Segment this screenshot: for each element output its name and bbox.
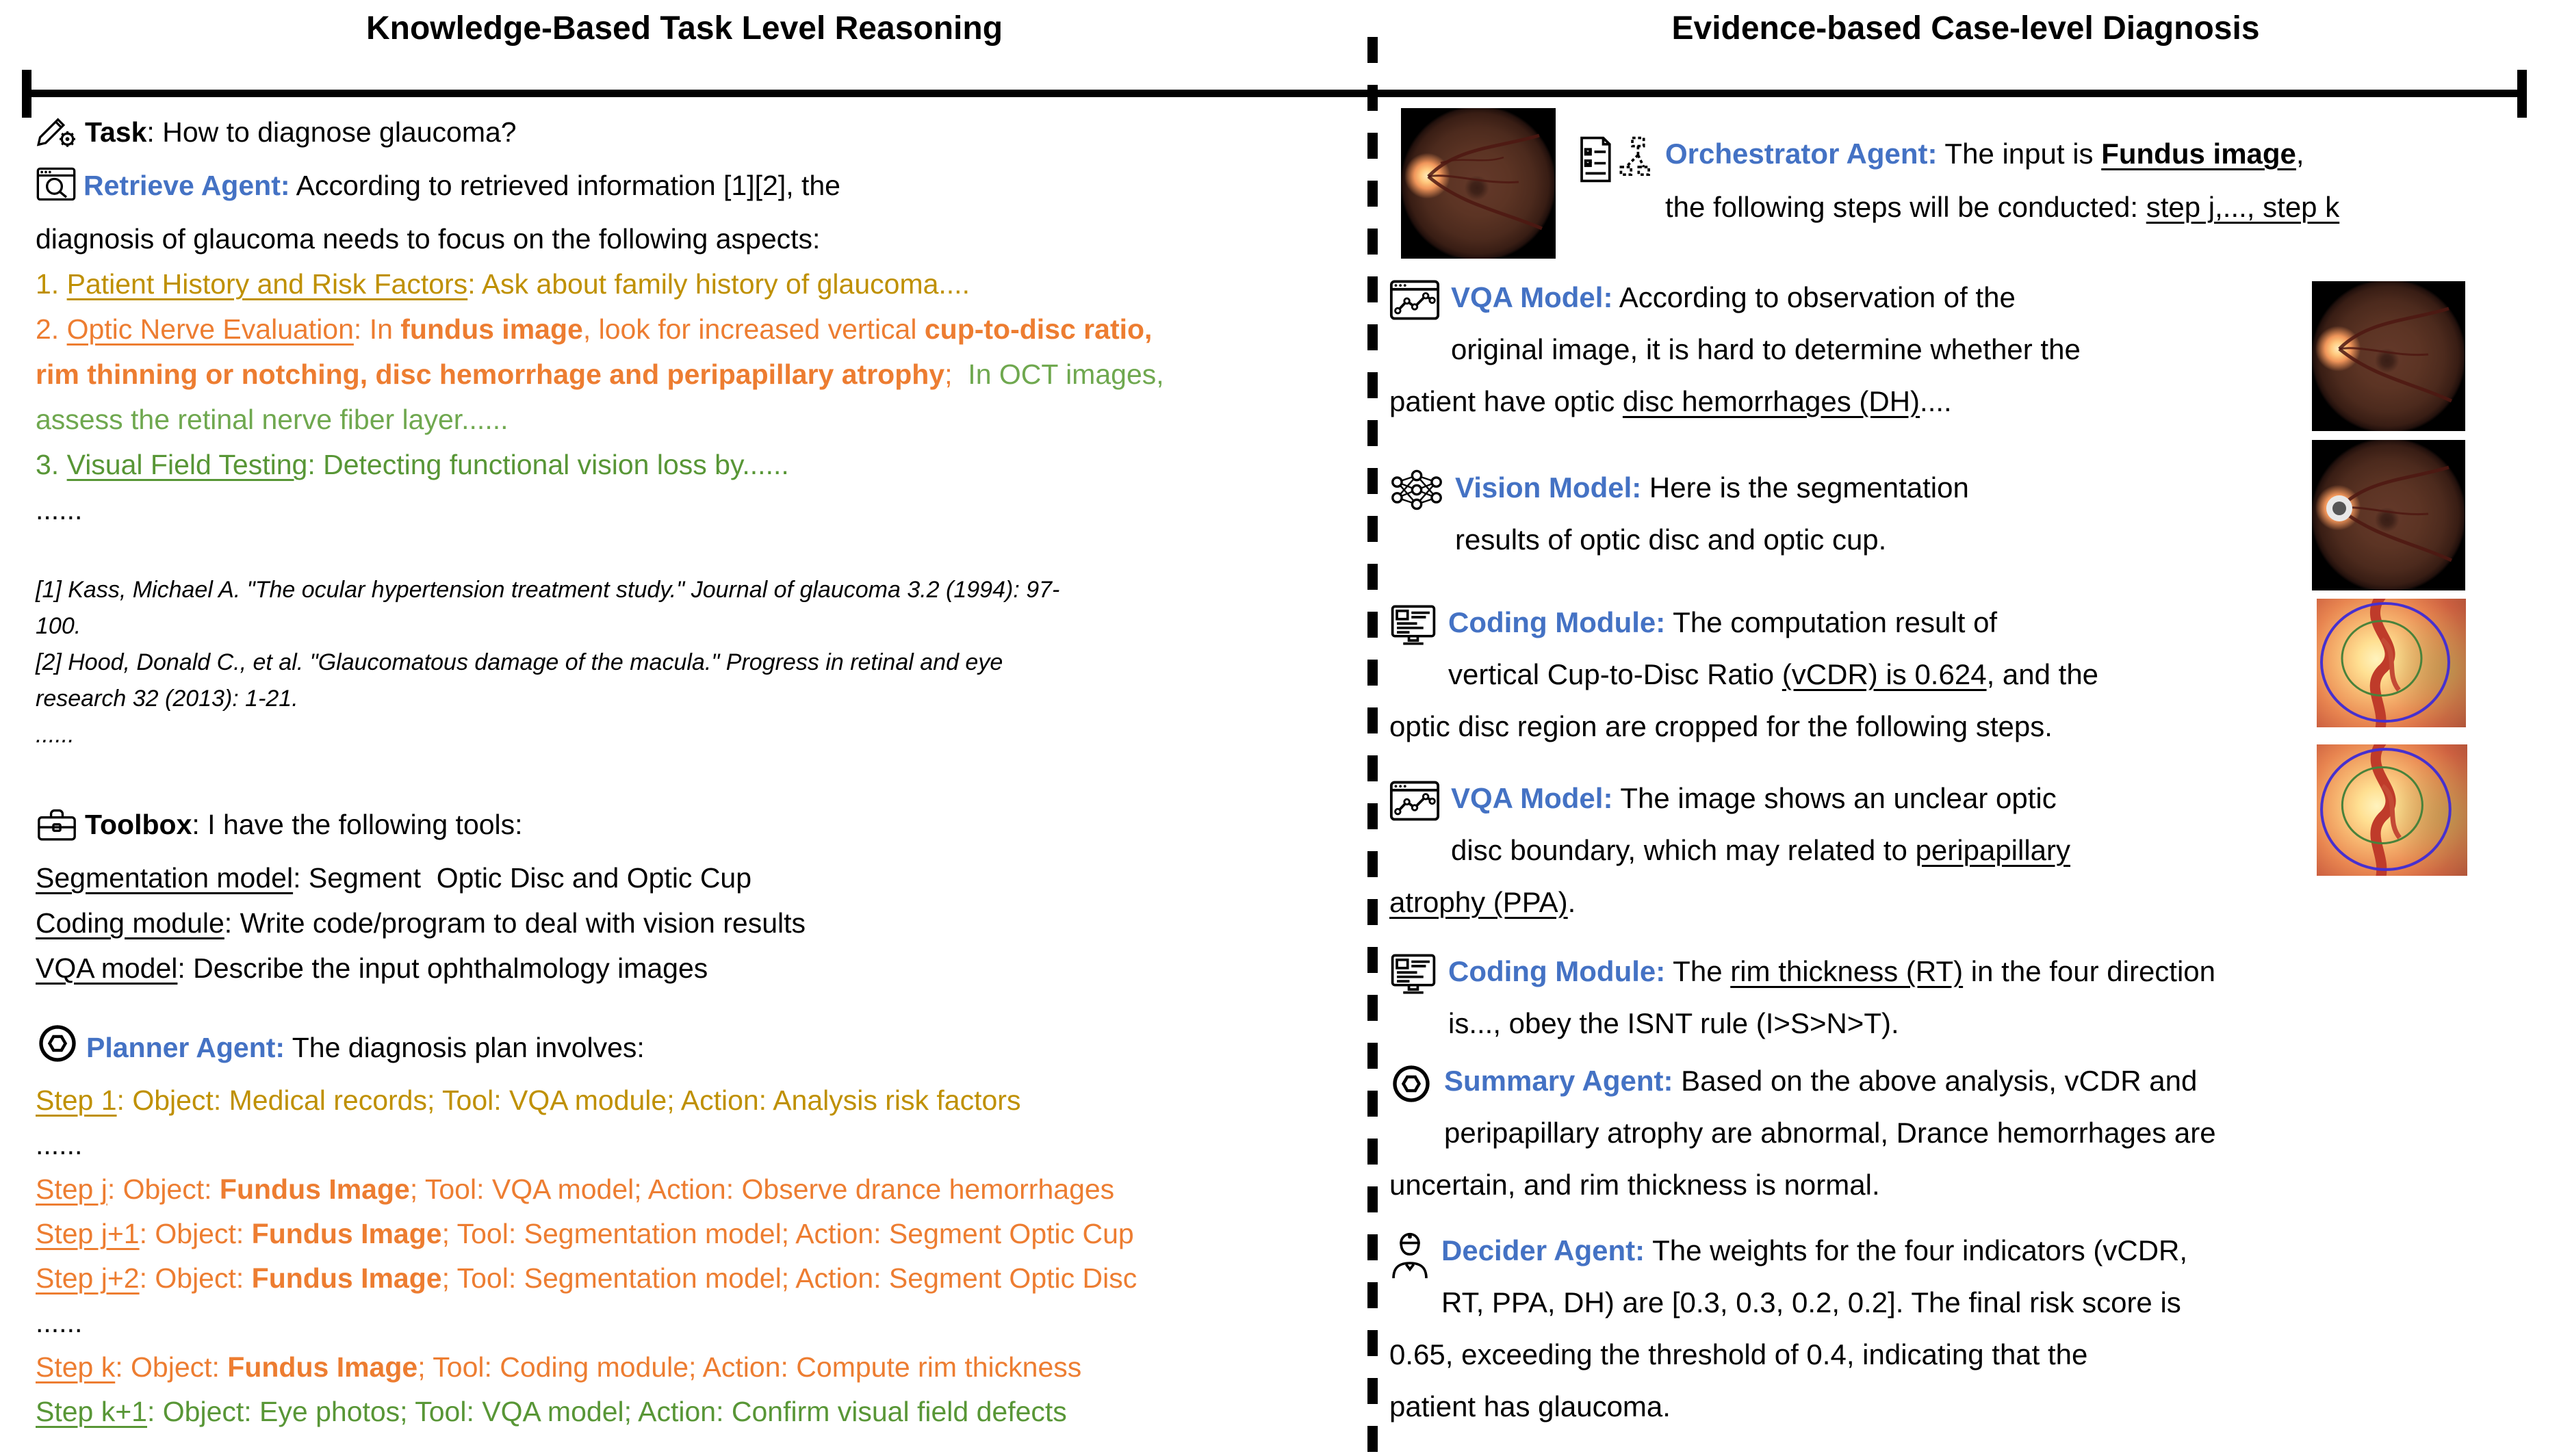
vision-model-row bbox=[1389, 462, 2310, 566]
text-segment: Task bbox=[85, 116, 147, 148]
text-segment: Coding Module: bbox=[1448, 955, 1666, 987]
text-line bbox=[1578, 181, 2549, 234]
text-segment: The bbox=[1665, 955, 1731, 987]
text-line bbox=[36, 1390, 1367, 1434]
vqa-model-row-2 bbox=[1389, 772, 2310, 928]
vqa1-text bbox=[1389, 272, 2310, 428]
text-segment: fundus image bbox=[400, 313, 583, 345]
text-line bbox=[1389, 701, 2310, 753]
text-segment: 0.65, exceeding the threshold of 0.4, indicating that the bbox=[1389, 1338, 2088, 1370]
optic-disc-crop-image-2 bbox=[2317, 744, 2467, 876]
text-segment: ; Tool: VQA model; Action: Observe drance hemorrhages bbox=[409, 1173, 1115, 1205]
text-segment: Decider Agent: bbox=[1441, 1234, 1645, 1266]
text-segment: : Object: bbox=[139, 1262, 252, 1294]
text-segment: results of optic disc and optic cup. bbox=[1455, 523, 1887, 556]
dashed-divider bbox=[1367, 37, 1378, 1456]
text-line bbox=[36, 352, 1367, 397]
orchestrator-icon bbox=[1578, 134, 1654, 202]
text-segment: : Object: Medical records; Tool: VQA module; Action: Analysis risk factors bbox=[116, 1084, 1021, 1116]
text-segment: , bbox=[2296, 138, 2304, 170]
text-segment: Retrieve Agent: bbox=[83, 170, 290, 201]
optic-disc-crop-image-1 bbox=[2317, 599, 2466, 727]
text-segment: diagnosis of glaucoma needs to focus on the following aspects: bbox=[36, 223, 821, 255]
text-line bbox=[36, 1212, 1367, 1256]
text-line bbox=[36, 681, 1367, 717]
text-line bbox=[36, 1123, 1367, 1167]
text-line bbox=[1389, 876, 2310, 928]
text-line bbox=[1389, 1329, 2553, 1381]
text-segment: VQA Model: bbox=[1451, 281, 1613, 313]
text-segment: 100. bbox=[36, 613, 81, 639]
text-segment: [2] Hood, Donald C., et al. "Glaucomatous damage of the macula." Progress in retinal and eye bbox=[36, 649, 1003, 675]
cup-disc-ellipses bbox=[2317, 744, 2467, 876]
summary-agent-row bbox=[1389, 1055, 2553, 1211]
text-segment: : Segment Optic Disc and Optic Cup bbox=[293, 862, 752, 894]
text-line bbox=[36, 397, 1367, 442]
vqa-model-row-1 bbox=[1389, 272, 2310, 428]
text-segment: rim thinning or notching, disc hemorrhage and peripapillary atrophy bbox=[36, 359, 945, 390]
text-segment: Vision Model: bbox=[1455, 471, 1642, 504]
text-line bbox=[1389, 649, 2310, 701]
coding1-text bbox=[1389, 597, 2310, 753]
task-icon bbox=[36, 112, 78, 163]
rule-left-cap bbox=[22, 70, 31, 118]
coding-module-row-1 bbox=[1389, 597, 2310, 753]
text-line bbox=[1578, 127, 2549, 181]
text-line bbox=[36, 487, 1367, 532]
text-segment: [1] Kass, Michael A. "The ocular hypertension treatment study." Journal of glaucoma 3.2 (1994): 97- bbox=[36, 577, 1060, 603]
text-line bbox=[1389, 376, 2310, 428]
optic-cup-mask bbox=[2332, 502, 2346, 515]
text-line bbox=[1389, 1159, 2553, 1211]
text-segment: original image, it is hard to determine whether the bbox=[1451, 333, 2081, 365]
text-line bbox=[36, 1256, 1367, 1301]
task-and-retrieve-block bbox=[36, 109, 1367, 532]
text-segment: VQA model bbox=[36, 952, 178, 984]
text-segment: 1. bbox=[36, 268, 67, 300]
text-segment: ...... bbox=[36, 1307, 83, 1338]
text-segment: : Object: bbox=[107, 1173, 220, 1205]
text-line bbox=[1389, 597, 2310, 649]
rule-right-cap bbox=[2517, 70, 2527, 118]
text-line bbox=[36, 307, 1367, 352]
text-segment: : Describe the input ophthalmology images bbox=[177, 952, 708, 984]
text-segment: The image shows an unclear optic bbox=[1612, 782, 2057, 814]
text-segment: uncertain, and rim thickness is normal. bbox=[1389, 1169, 1880, 1201]
text-line bbox=[36, 855, 1367, 900]
text-segment: assess the retinal nerve fiber layer...... bbox=[36, 404, 509, 435]
text-segment: : How to diagnose glaucoma? bbox=[146, 116, 517, 148]
text-segment: ; Tool: Segmentation model; Action: Segment Optic Cup bbox=[441, 1218, 1134, 1249]
text-line bbox=[1389, 462, 2310, 514]
toolbox-block bbox=[36, 802, 1367, 991]
text-line bbox=[36, 608, 1367, 645]
vqa-model-icon bbox=[1389, 278, 1440, 337]
text-segment: atrophy (PPA) bbox=[1389, 886, 1568, 918]
text-line bbox=[1389, 514, 2310, 566]
text-line bbox=[1389, 1225, 2553, 1277]
text-line bbox=[1389, 324, 2310, 376]
text-segment: peripapillary bbox=[1915, 834, 2071, 866]
text-line bbox=[36, 900, 1367, 946]
text-segment: According to observation of the bbox=[1612, 281, 2016, 313]
left-panel-title: Knowledge-Based Task Level Reasoning bbox=[365, 10, 1003, 47]
text-segment: ; Tool: Coding module; Action: Compute rim thickness bbox=[417, 1351, 1082, 1383]
retina-vessels bbox=[1401, 108, 1556, 259]
text-segment: patient have optic bbox=[1389, 385, 1623, 417]
text-segment: RT, PPA, DH) are [0.3, 0.3, 0.2, 0.2]. The final risk score is bbox=[1441, 1286, 2181, 1318]
text-segment: ...... bbox=[36, 722, 75, 748]
text-segment: The diagnosis plan involves: bbox=[285, 1032, 645, 1063]
text-segment: 2. bbox=[36, 313, 67, 345]
text-segment: peripapillary atrophy are abnormal, Drance hemorrhages are bbox=[1444, 1117, 2216, 1149]
text-line bbox=[36, 216, 1367, 261]
text-segment: Step k bbox=[36, 1351, 116, 1383]
text-segment: Fundus Image bbox=[251, 1262, 442, 1294]
orchestrator-agent-row bbox=[1578, 127, 2549, 234]
text-segment: Visual Field Testing bbox=[66, 449, 308, 480]
summary-agent-icon bbox=[1389, 1062, 1433, 1122]
text-segment: Step j+1 bbox=[36, 1218, 140, 1249]
text-segment: : Write code/program to deal with vision results bbox=[224, 907, 806, 939]
text-segment: Patient History and Risk Factors bbox=[66, 268, 468, 300]
text-segment: the following steps will be conducted: bbox=[1665, 191, 2146, 223]
summary-text bbox=[1389, 1055, 2553, 1211]
text-line bbox=[1389, 272, 2310, 324]
text-line bbox=[1389, 772, 2310, 824]
text-segment: Step j bbox=[36, 1173, 107, 1205]
text-segment: Fundus image bbox=[2101, 138, 2296, 170]
text-line bbox=[36, 1022, 1367, 1078]
text-line bbox=[36, 1301, 1367, 1345]
text-line bbox=[1389, 824, 2310, 876]
vqa-model-icon bbox=[1389, 779, 1440, 838]
right-panel-title: Evidence-based Case-level Diagnosis bbox=[1671, 10, 2260, 47]
text-line bbox=[36, 261, 1367, 307]
text-segment: 3. bbox=[36, 449, 67, 480]
text-segment: : Object: Eye photos; Tool: VQA model; Action: Confirm visual field defects bbox=[146, 1396, 1067, 1427]
text-segment: ; Tool: Segmentation model; Action: Segment Optic Disc bbox=[441, 1262, 1137, 1294]
text-line bbox=[36, 572, 1367, 608]
text-segment: Based on the above analysis, vCDR and bbox=[1673, 1065, 2198, 1097]
text-segment: The computation result of bbox=[1665, 606, 1998, 638]
text-segment: patient has glaucoma. bbox=[1389, 1390, 1671, 1422]
toolbox-icon bbox=[36, 805, 78, 855]
text-line bbox=[1389, 946, 2553, 998]
text-segment: Step k+1 bbox=[36, 1396, 147, 1427]
text-segment: : Detecting functional vision loss by...... bbox=[307, 449, 789, 480]
references-block bbox=[36, 572, 1367, 753]
text-segment: Fundus Image bbox=[219, 1173, 410, 1205]
text-segment: (vCDR) is 0.624 bbox=[1782, 658, 1987, 690]
cup-disc-ellipses bbox=[2317, 599, 2466, 727]
openai-icon bbox=[36, 1022, 79, 1078]
text-segment: : In bbox=[353, 313, 401, 345]
coding-module-icon bbox=[1389, 603, 1437, 664]
text-line bbox=[36, 1078, 1367, 1123]
text-segment: disc boundary, which may related to bbox=[1451, 834, 1916, 866]
text-segment: Orchestrator Agent: bbox=[1665, 138, 1938, 170]
text-segment: research 32 (2013): 1-21. bbox=[36, 686, 298, 712]
text-line bbox=[36, 1167, 1367, 1212]
text-line bbox=[36, 109, 1367, 163]
text-segment: Summary Agent: bbox=[1444, 1065, 1673, 1097]
text-segment: .... bbox=[1920, 385, 1952, 417]
fundus-image-orchestrator bbox=[1401, 108, 1556, 259]
orchestrator-text bbox=[1578, 127, 2549, 234]
planner-steps-block bbox=[36, 1022, 1367, 1434]
text-segment: Here is the segmentation bbox=[1641, 471, 1969, 504]
text-segment: vertical Cup-to-Disc Ratio bbox=[1448, 658, 1782, 690]
text-line bbox=[1389, 1277, 2553, 1329]
coding2-text bbox=[1389, 946, 2553, 1050]
text-segment: optic disc region are cropped for the following steps. bbox=[1389, 710, 2053, 742]
header-rule bbox=[25, 90, 2523, 97]
text-segment: ...... bbox=[36, 1129, 83, 1160]
vqa2-text bbox=[1389, 772, 2310, 928]
text-segment: : Object: bbox=[139, 1218, 252, 1249]
text-segment: VQA Model: bbox=[1451, 782, 1613, 814]
decider-agent-icon bbox=[1389, 1232, 1430, 1296]
text-segment: cup-to-disc ratio, bbox=[924, 313, 1153, 345]
coding-module-icon bbox=[1389, 952, 1437, 1013]
text-segment: : Object: bbox=[115, 1351, 228, 1383]
fundus-image-vqa bbox=[2312, 281, 2465, 431]
coding-module-row-2 bbox=[1389, 946, 2553, 1050]
text-line bbox=[36, 1345, 1367, 1390]
text-segment: Fundus Image bbox=[227, 1351, 418, 1383]
text-segment: The input is bbox=[1937, 138, 2102, 170]
decider-agent-row bbox=[1389, 1225, 2553, 1433]
text-line bbox=[1389, 1055, 2553, 1107]
text-segment: ...... bbox=[36, 494, 83, 525]
text-segment: Step 1 bbox=[36, 1084, 117, 1116]
text-segment: The weights for the four indicators (vCDR, bbox=[1645, 1234, 2188, 1266]
text-segment: Step j+2 bbox=[36, 1262, 140, 1294]
decider-text bbox=[1389, 1225, 2553, 1433]
text-segment: Coding module bbox=[36, 907, 224, 939]
text-segment: , look for increased vertical bbox=[582, 313, 925, 345]
text-segment: is..., obey the ISNT rule (I>S>N>T). bbox=[1448, 1007, 1899, 1039]
text-segment: ; bbox=[944, 359, 968, 390]
text-segment: Optic Nerve Evaluation bbox=[66, 313, 354, 345]
text-segment: Toolbox bbox=[85, 809, 192, 840]
text-segment: : I have the following tools: bbox=[192, 809, 523, 840]
text-line bbox=[36, 802, 1367, 855]
text-line bbox=[36, 442, 1367, 487]
text-line bbox=[1389, 998, 2553, 1050]
text-segment: , and the bbox=[1986, 658, 2099, 690]
text-segment: . bbox=[1567, 886, 1576, 918]
text-line bbox=[1389, 1381, 2553, 1433]
text-segment: Coding Module: bbox=[1448, 606, 1666, 638]
text-segment: disc hemorrhages (DH) bbox=[1622, 385, 1920, 417]
text-segment: According to retrieved information [1][2], the bbox=[290, 170, 840, 201]
vision-model-icon bbox=[1389, 469, 1444, 528]
segmentation-overlay bbox=[2312, 440, 2465, 590]
retrieve-icon bbox=[36, 165, 77, 216]
vision-text bbox=[1389, 462, 2310, 566]
text-line bbox=[36, 645, 1367, 681]
text-segment: rim thickness (RT) bbox=[1730, 955, 1964, 987]
fundus-image-segmentation bbox=[2312, 440, 2465, 590]
text-segment: : Ask about family history of glaucoma.... bbox=[467, 268, 970, 300]
retina-vessels bbox=[2312, 281, 2465, 431]
text-segment: In OCT images, bbox=[968, 359, 1164, 390]
text-segment: Planner Agent: bbox=[86, 1032, 285, 1063]
text-line bbox=[36, 163, 1367, 216]
text-segment: Fundus Image bbox=[251, 1218, 442, 1249]
text-segment: in the four direction bbox=[1963, 955, 2216, 987]
text-segment: step j,..., step k bbox=[2146, 191, 2340, 223]
text-line bbox=[1389, 1107, 2553, 1159]
text-line bbox=[36, 717, 1367, 753]
text-line bbox=[36, 946, 1367, 991]
text-segment: Segmentation model bbox=[36, 862, 294, 894]
